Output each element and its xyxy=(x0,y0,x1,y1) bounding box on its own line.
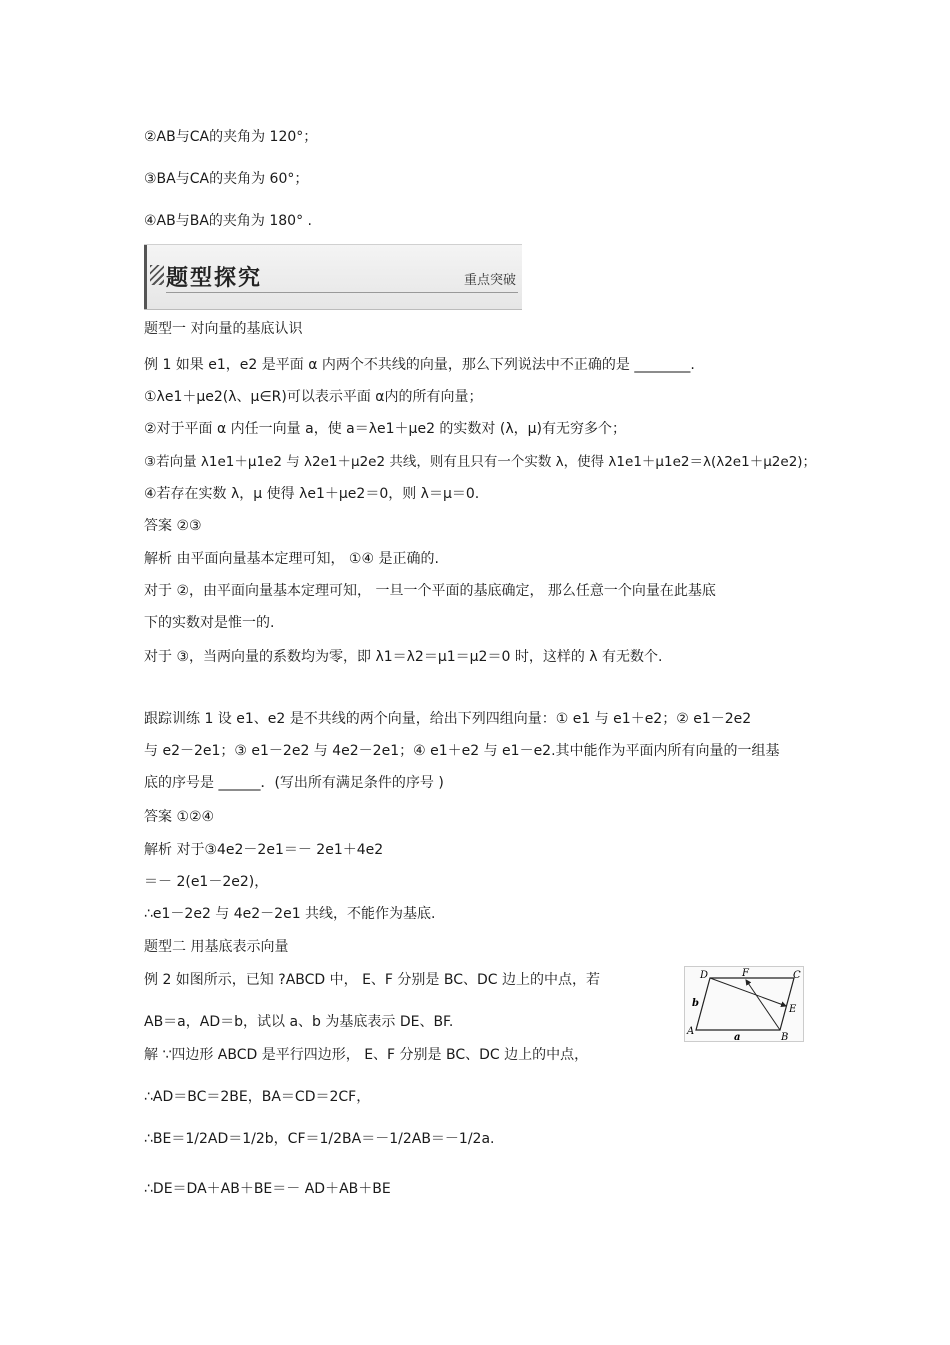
training1-answer: 答案 ①②④ xyxy=(144,809,215,825)
stripes-icon xyxy=(150,265,164,285)
label-b: b xyxy=(692,998,699,1009)
solution-line-2: ∴AD＝BC＝2BE，BA＝CD＝2CF， xyxy=(144,1089,371,1105)
example1-analysis-2: 对于 ②，由平面向量基本定理可知， 一旦一个平面的基底确定， 那么任意一个向量在此基底 xyxy=(144,583,716,599)
section-banner xyxy=(144,244,522,310)
example1-analysis-4: 对于 ③，当两向量的系数均为零，即 λ1＝λ2＝μ1＝μ2＝0 时，这样的 λ 有无数个. xyxy=(144,649,663,665)
type2-heading: 题型二 用基底表示向量 xyxy=(144,939,289,955)
solution-line-3: ∴BE＝1/2AD＝1/2b，CF＝1/2BA＝－1/2AB＝－1/2a. xyxy=(144,1131,495,1147)
example1-analysis-1: 解析 由平面向量基本定理可知， ①④ 是正确的. xyxy=(144,551,439,567)
label-a-side: a xyxy=(734,1032,741,1042)
angle-line-3: ③BA与CA的夹角为 60°； xyxy=(144,171,309,187)
example2-line-1: 例 2 如图所示，已知 ?ABCD 中， E、F 分别是 BC、DC 边上的中点，若 xyxy=(144,972,601,988)
label-e: E xyxy=(789,1004,797,1015)
solution-line-4: ∴DE＝DA＋AB＋BE＝－ AD＋AB＋BE xyxy=(144,1181,391,1197)
example2-line-2: AB＝a，AD＝b，试以 a、b 为基底表示 DE、BF. xyxy=(144,1014,454,1030)
training1-analysis-2: ＝－ 2(e1－2e2)， xyxy=(144,874,269,890)
label-d: D xyxy=(700,970,709,981)
example1-question: 例 1 如果 e1，e2 是平面 α 内两个不共线的向量，那么下列说法中不正确的是 ________. xyxy=(144,357,695,373)
example1-answer: 答案 ②③ xyxy=(144,518,202,534)
label-c: C xyxy=(793,970,801,981)
training1-line-2: 与 e2－2e1；③ e1－2e2 与 4e2－2e1；④ e1＋e2 与 e1－e2.其中能作为平面内所有向量的一组基 xyxy=(144,743,780,759)
training1-analysis-3: ∴e1－2e2 与 4e2－2e1 共线，不能作为基底. xyxy=(144,906,436,922)
type1-heading: 题型一 对向量的基底认识 xyxy=(144,321,303,337)
banner-title: 题型探究 xyxy=(166,266,263,291)
example1-option-2: ②对于平面 α 内任一向量 a，使 a＝λe1＋μe2 的实数对 (λ，μ)有无穷多个； xyxy=(144,421,626,437)
label-b-vertex: B xyxy=(781,1032,789,1042)
angle-line-4: ④AB与BA的夹角为 180° . xyxy=(144,213,312,229)
banner-tag: 重点突破 xyxy=(463,273,516,288)
example1-option-4: ④若存在实数 λ，μ 使得 λe1＋μe2＝0，则 λ＝μ＝0. xyxy=(144,486,480,502)
example1-option-1: ①λe1＋μe2(λ、μ∈R)可以表示平面 α内的所有向量； xyxy=(144,389,483,405)
solution-line-1: 解 ∵四边形 ABCD 是平行四边形， E、F 分别是 BC、DC 边上的中点， xyxy=(144,1047,589,1063)
training1-line-1: 跟踪训练 1 设 e1、e2 是不共线的两个向量，给出下列四组向量：① e1 与 e1＋e2；② e1－2e2 xyxy=(144,711,752,727)
label-f: F xyxy=(742,968,749,979)
example1-analysis-3: 下的实数对是惟一的. xyxy=(144,615,275,631)
angle-line-2: ②AB与CA的夹角为 120°； xyxy=(144,129,318,145)
training1-analysis-1: 解析 对于③4e2－2e1＝－ 2e1＋4e2 xyxy=(144,842,384,858)
example1-option-3: ③若向量 λ1e1＋μ1e2 与 λ2e1＋μ2e2 共线，则有且只有一个实数 λ，使得 λ1e1＋μ1e2＝λ(λ2e1＋μ2e2)； xyxy=(144,454,817,470)
training1-line-3: 底的序号是 ______．(写出所有满足条件的序号 ) xyxy=(144,775,444,791)
parallelogram-figure xyxy=(684,966,804,1042)
label-a: A xyxy=(687,1026,695,1037)
